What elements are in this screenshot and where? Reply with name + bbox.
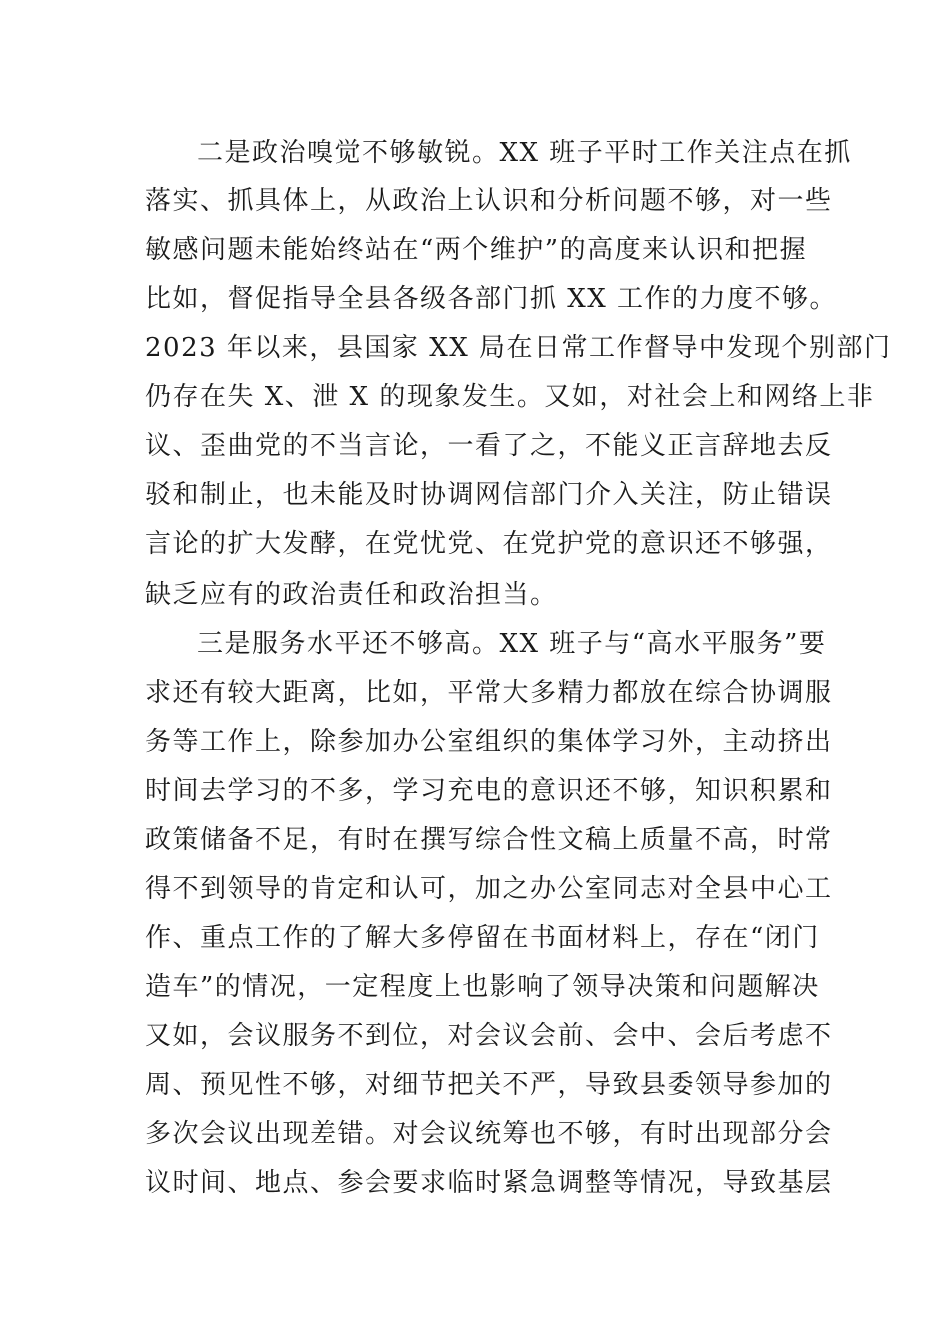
paragraph-2-line-3: 敏感问题未能始终站在“两个维护”的高度来认识和把握	[145, 235, 808, 265]
paragraph-3-line-1: 三是服务水平还不够高。XX 班子与“高水平服务”要	[197, 629, 827, 659]
paragraph-2-line-5: 2023 年以来，县国家 XX 局在日常工作督导中发现个别部门	[145, 333, 892, 363]
paragraph-2-line-7: 议、歪曲党的不当言论，一看了之，不能义正言辞地去反	[145, 431, 833, 461]
paragraph-2-line-2: 落实、抓具体上，从政治上认识和分析问题不够，对一些	[145, 186, 833, 216]
paragraph-3-line-9: 又如，会议服务不到位，对会议会前、会中、会后考虑不	[145, 1021, 833, 1051]
paragraph-3-line-10: 周、预见性不够，对细节把关不严，导致县委领导参加的	[145, 1070, 833, 1100]
paragraph-3-line-11: 多次会议出现差错。对会议统筹也不够，有时出现部分会	[145, 1119, 833, 1149]
paragraph-3-line-4: 时间去学习的不多，学习充电的意识还不够，知识积累和	[145, 776, 833, 806]
paragraph-2-line-4: 比如，督促指导全县各级各部门抓 XX 工作的力度不够。	[145, 284, 838, 314]
paragraph-2-line-10: 缺乏应有的政治责任和政治担当。	[145, 580, 558, 610]
paragraph-3-line-8: 造车”的情况，一定程度上也影响了领导决策和问题解决	[145, 972, 820, 1002]
paragraph-3-line-6: 得不到领导的肯定和认可，加之办公室同志对全县中心工	[145, 874, 833, 904]
paragraph-2-line-1: 二是政治嗅觉不够敏锐。XX 班子平时工作关注点在抓	[197, 138, 852, 168]
paragraph-3-line-12: 议时间、地点、参会要求临时紧急调整等情况，导致基层	[145, 1168, 833, 1198]
paragraph-3-line-3: 务等工作上，除参加办公室组织的集体学习外，主动挤出	[145, 727, 833, 757]
paragraph-2-line-6: 仍存在失 X、泄 X 的现象发生。又如，对社会上和网络上非	[145, 382, 875, 412]
paragraph-3-line-7: 作、重点工作的了解大多停留在书面材料上，存在“闭门	[145, 923, 820, 953]
paragraph-3-line-5: 政策储备不足，有时在撰写综合性文稿上质量不高，时常	[145, 825, 833, 855]
paragraph-2-line-9: 言论的扩大发酵，在党忧党、在党护党的意识还不够强，	[145, 529, 833, 559]
paragraph-3-line-2: 求还有较大距离，比如，平常大多精力都放在综合协调服	[145, 678, 833, 708]
paragraph-2-line-8: 驳和制止，也未能及时协调网信部门介入关注，防止错误	[145, 480, 833, 510]
